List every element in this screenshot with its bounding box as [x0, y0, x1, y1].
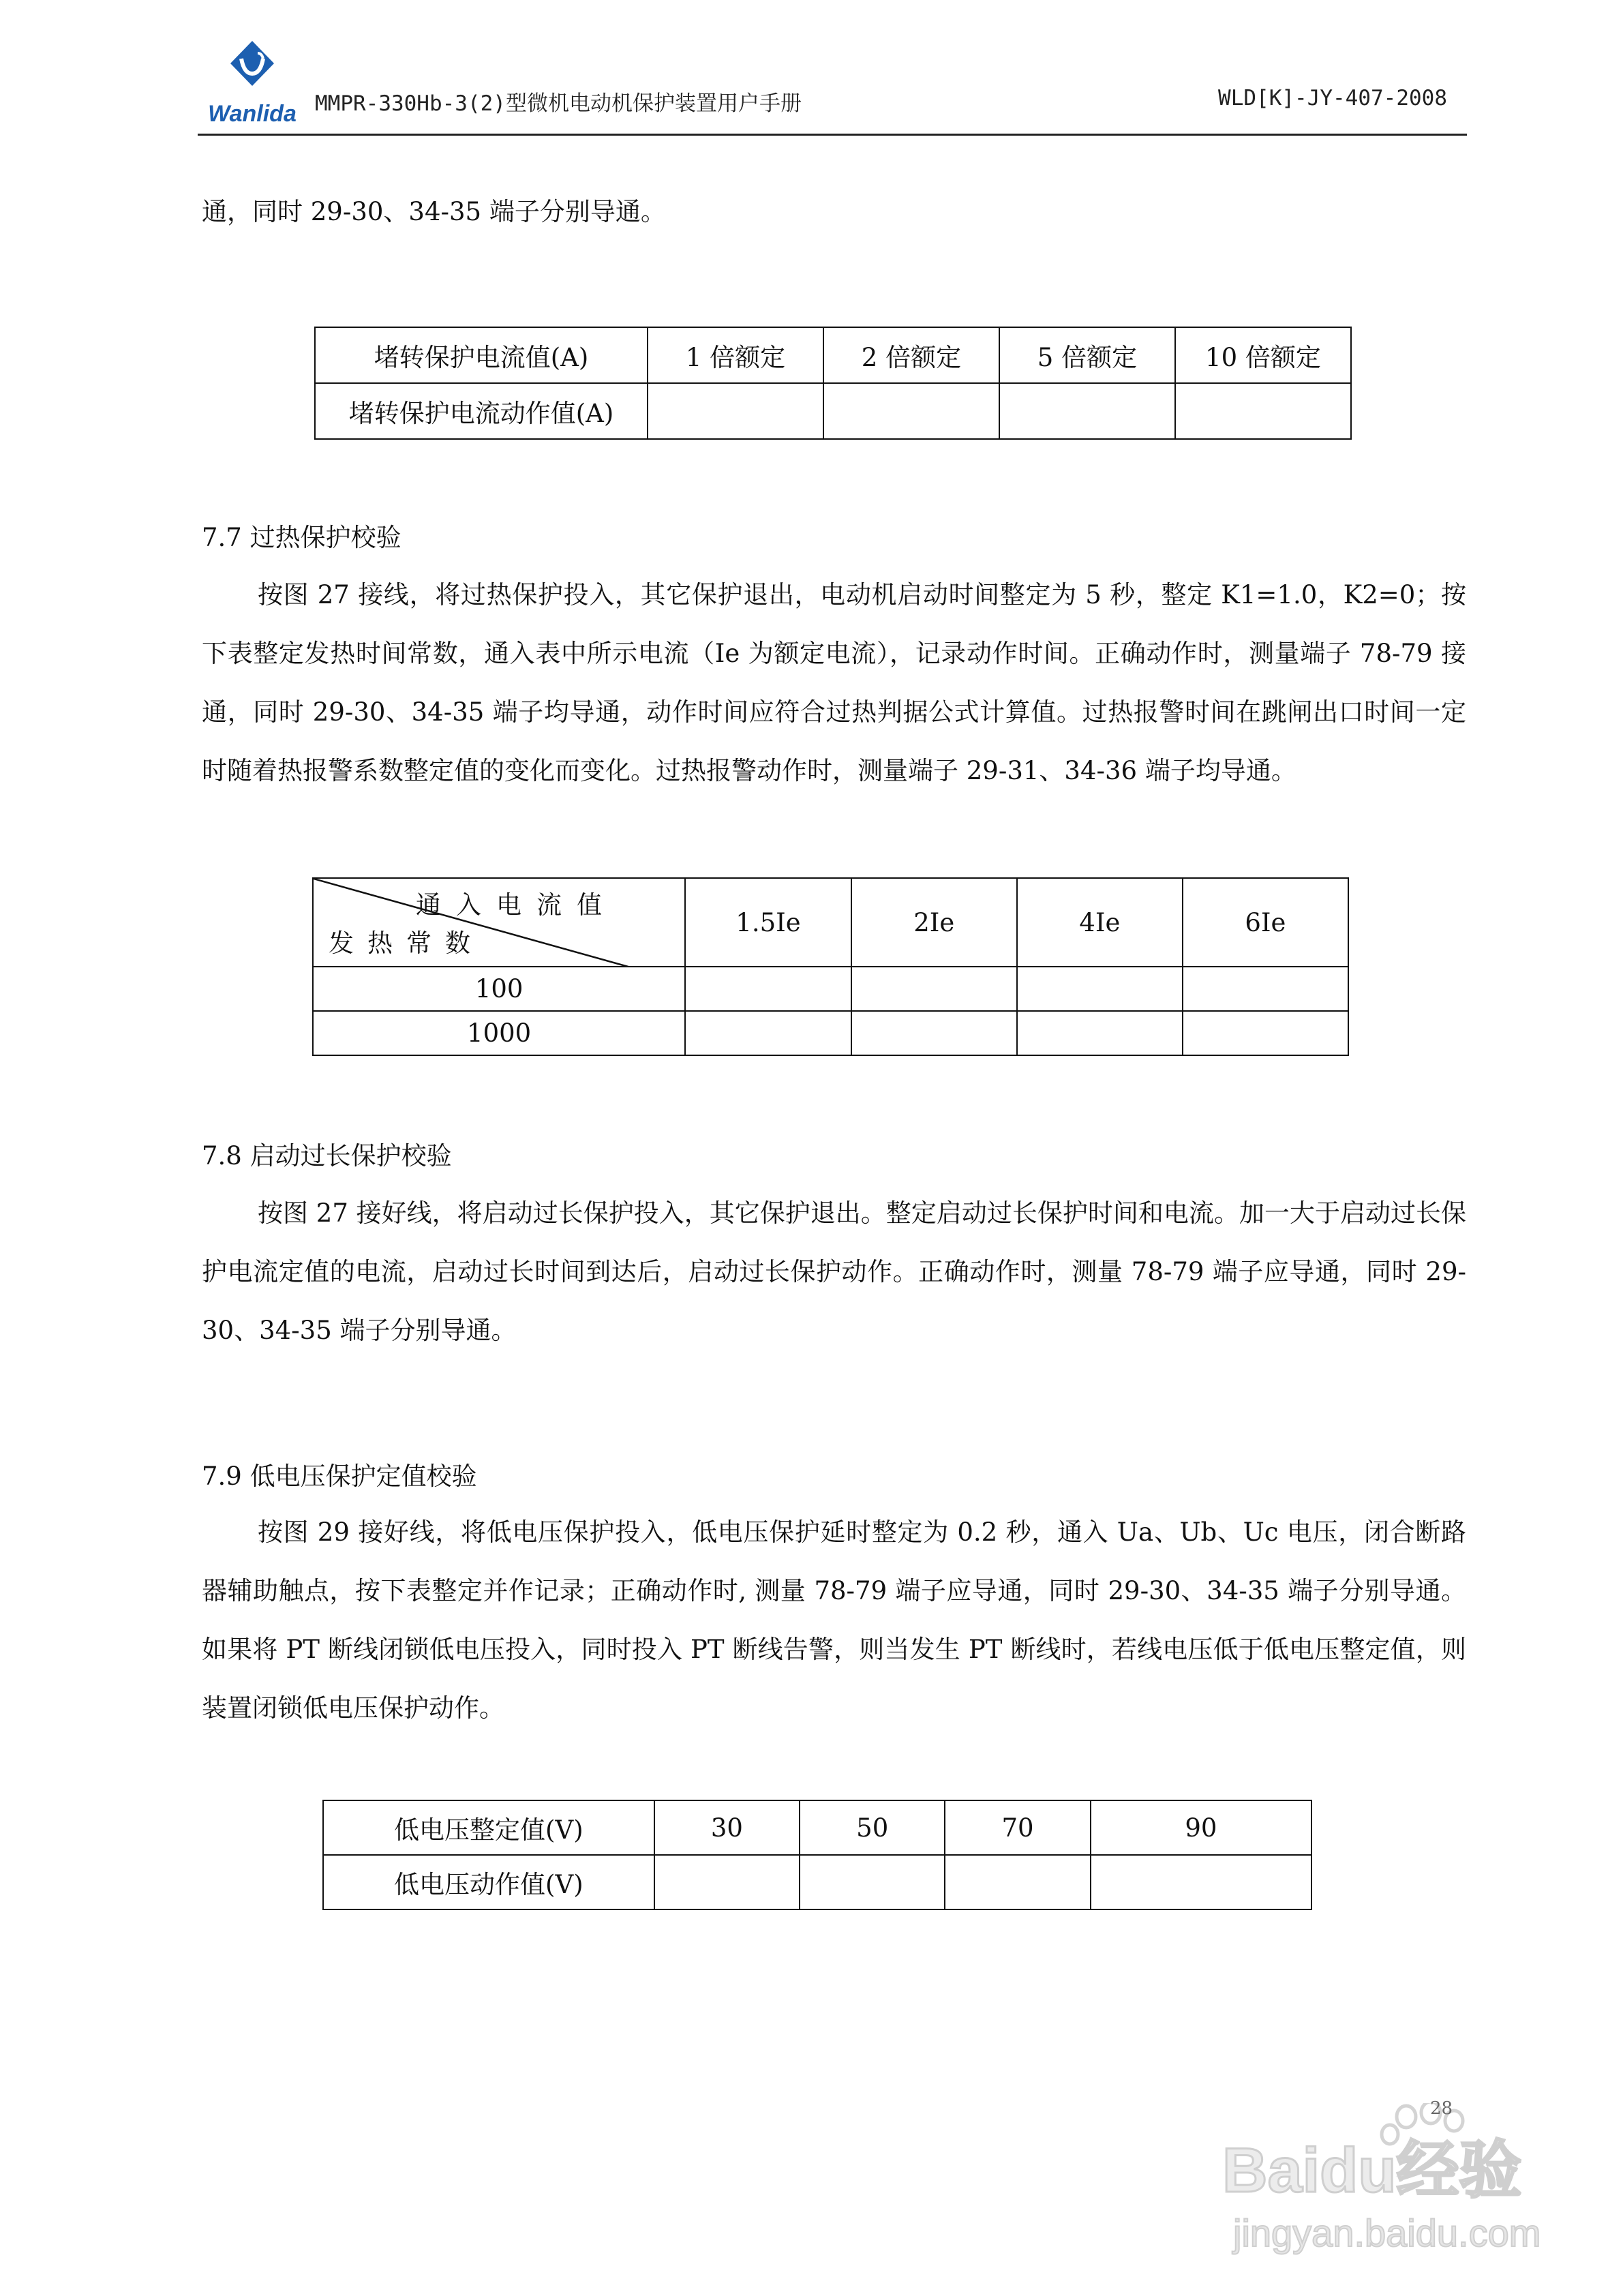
table1-col-3: 5 倍额定 — [999, 327, 1175, 383]
page-number: 28 — [1430, 2098, 1453, 2119]
table-cell — [685, 1011, 851, 1055]
table1-row2-label: 堵转保护电流动作值(A) — [315, 383, 648, 439]
table1-row1-label: 堵转保护电流值(A) — [315, 327, 648, 383]
table2-col-1: 1.5Ie — [685, 878, 851, 967]
intro-line: 通，同时 29-30、34-35 端子分别导通。 — [202, 197, 666, 226]
watermark-brand: Baidu经验 — [1222, 2136, 1522, 2205]
table-cell — [1091, 1855, 1311, 1909]
table1-col-2: 2 倍额定 — [823, 327, 999, 383]
table2-diagonal-header — [313, 878, 685, 967]
diag-top-label: 通入电流值 — [416, 890, 617, 920]
table2-col-3: 4Ie — [1017, 878, 1183, 967]
table-cell — [685, 967, 851, 1011]
table-cell — [1017, 1011, 1183, 1055]
locked-rotor-table — [314, 327, 1352, 440]
table3-col-1: 30 — [654, 1800, 800, 1855]
table-cell — [800, 1855, 945, 1909]
table-cell — [1183, 1011, 1348, 1055]
section-7-8-title: 7.8 启动过长保护校验 — [202, 1141, 452, 1170]
section-7-9-title: 7.9 低电压保护定值校验 — [202, 1462, 477, 1491]
baidu-watermark — [1214, 2103, 1541, 2267]
table2-col-2: 2Ie — [851, 878, 1017, 967]
logo-text: Wanlida — [208, 101, 297, 127]
section-7-7-title: 7.7 过热保护校验 — [202, 523, 401, 552]
table-cell — [823, 383, 999, 439]
section-7-9-body — [202, 1503, 1466, 1738]
section-7-8-paragraph: 按图 27 接好线，将启动过长保护投入，其它保护退出。整定启动过长保护时间和电流。加一大于启动过长保护电流定值的电流，启动过长时间到达后，启动过长保护动作。正确动作时，测量 78-79 端子应导通，同时 29-30、34-35 端子分别导通。 — [202, 1198, 1466, 1345]
table-cell — [999, 383, 1175, 439]
header-title: MMPR-330Hb-3(2)型微机电动机保护装置用户手册 — [315, 91, 802, 116]
table3-row1-label: 低电压整定值(V) — [323, 1800, 654, 1855]
table2-col-4: 6Ie — [1183, 878, 1348, 967]
section-7-7-paragraph: 按图 27 接线，将过热保护投入，其它保护退出，电动机启动时间整定为 5 秒，整定 K1=1.0，K2=0；按下表整定发热时间常数，通入表中所示电流（Ie 为额定电流），记录动作时间。正确动作时，测量端子 78-79 接通，同时 29-30、34-35 端子均导通，动作时间应符合过热判据公式计算值。过热报警时间在跳闸出口时间一定时随着热报警系数整定值的变化而变化。过热报警动作时，测量端子 29-31、34-36 端子均导通。 — [202, 580, 1466, 785]
table-cell — [851, 1011, 1017, 1055]
table3-col-2: 50 — [800, 1800, 945, 1855]
table-cell — [851, 967, 1017, 1011]
diag-bottom-label: 发热常数 — [329, 928, 484, 958]
table-cell — [654, 1855, 800, 1909]
table2-row-1-label: 100 — [313, 967, 685, 1011]
table-cell — [1175, 383, 1351, 439]
table-cell — [1017, 967, 1183, 1011]
section-7-9-paragraph: 按图 29 接好线，将低电压保护投入，低电压保护延时整定为 0.2 秒，通入 Ua、Ub、Uc 电压，闭合断路器辅助触点，按下表整定并作记录；正确动作时, 测量 78-79 端子应导通，同时 29-30、34-35 端子分别导通。如果将 PT 断线闭锁低电压投入，同时投入 PT 断线告警，则当发生 PT 断线时，若线电压低于低电压整定值，则装置闭锁低电压保护动作。 — [202, 1517, 1466, 1723]
watermark-url: jingyan.baidu.com — [1233, 2211, 1541, 2254]
undervoltage-table — [322, 1800, 1312, 1910]
table1-col-1: 1 倍额定 — [648, 327, 823, 383]
header-rule — [198, 134, 1467, 136]
overheat-table — [312, 877, 1349, 1056]
table3-col-3: 70 — [945, 1800, 1090, 1855]
header-doc-code: WLD[K]-JY-407-2008 — [1218, 86, 1447, 110]
section-7-7-body — [202, 566, 1466, 800]
table3-col-4: 90 — [1091, 1800, 1311, 1855]
company-logo — [198, 33, 307, 135]
table1-col-4: 10 倍额定 — [1175, 327, 1351, 383]
section-7-8-body — [202, 1184, 1466, 1360]
table2-row-2-label: 1000 — [313, 1011, 685, 1055]
table-cell — [648, 383, 823, 439]
table-cell — [945, 1855, 1090, 1909]
table-cell — [1183, 967, 1348, 1011]
table3-row2-label: 低电压动作值(V) — [323, 1855, 654, 1909]
